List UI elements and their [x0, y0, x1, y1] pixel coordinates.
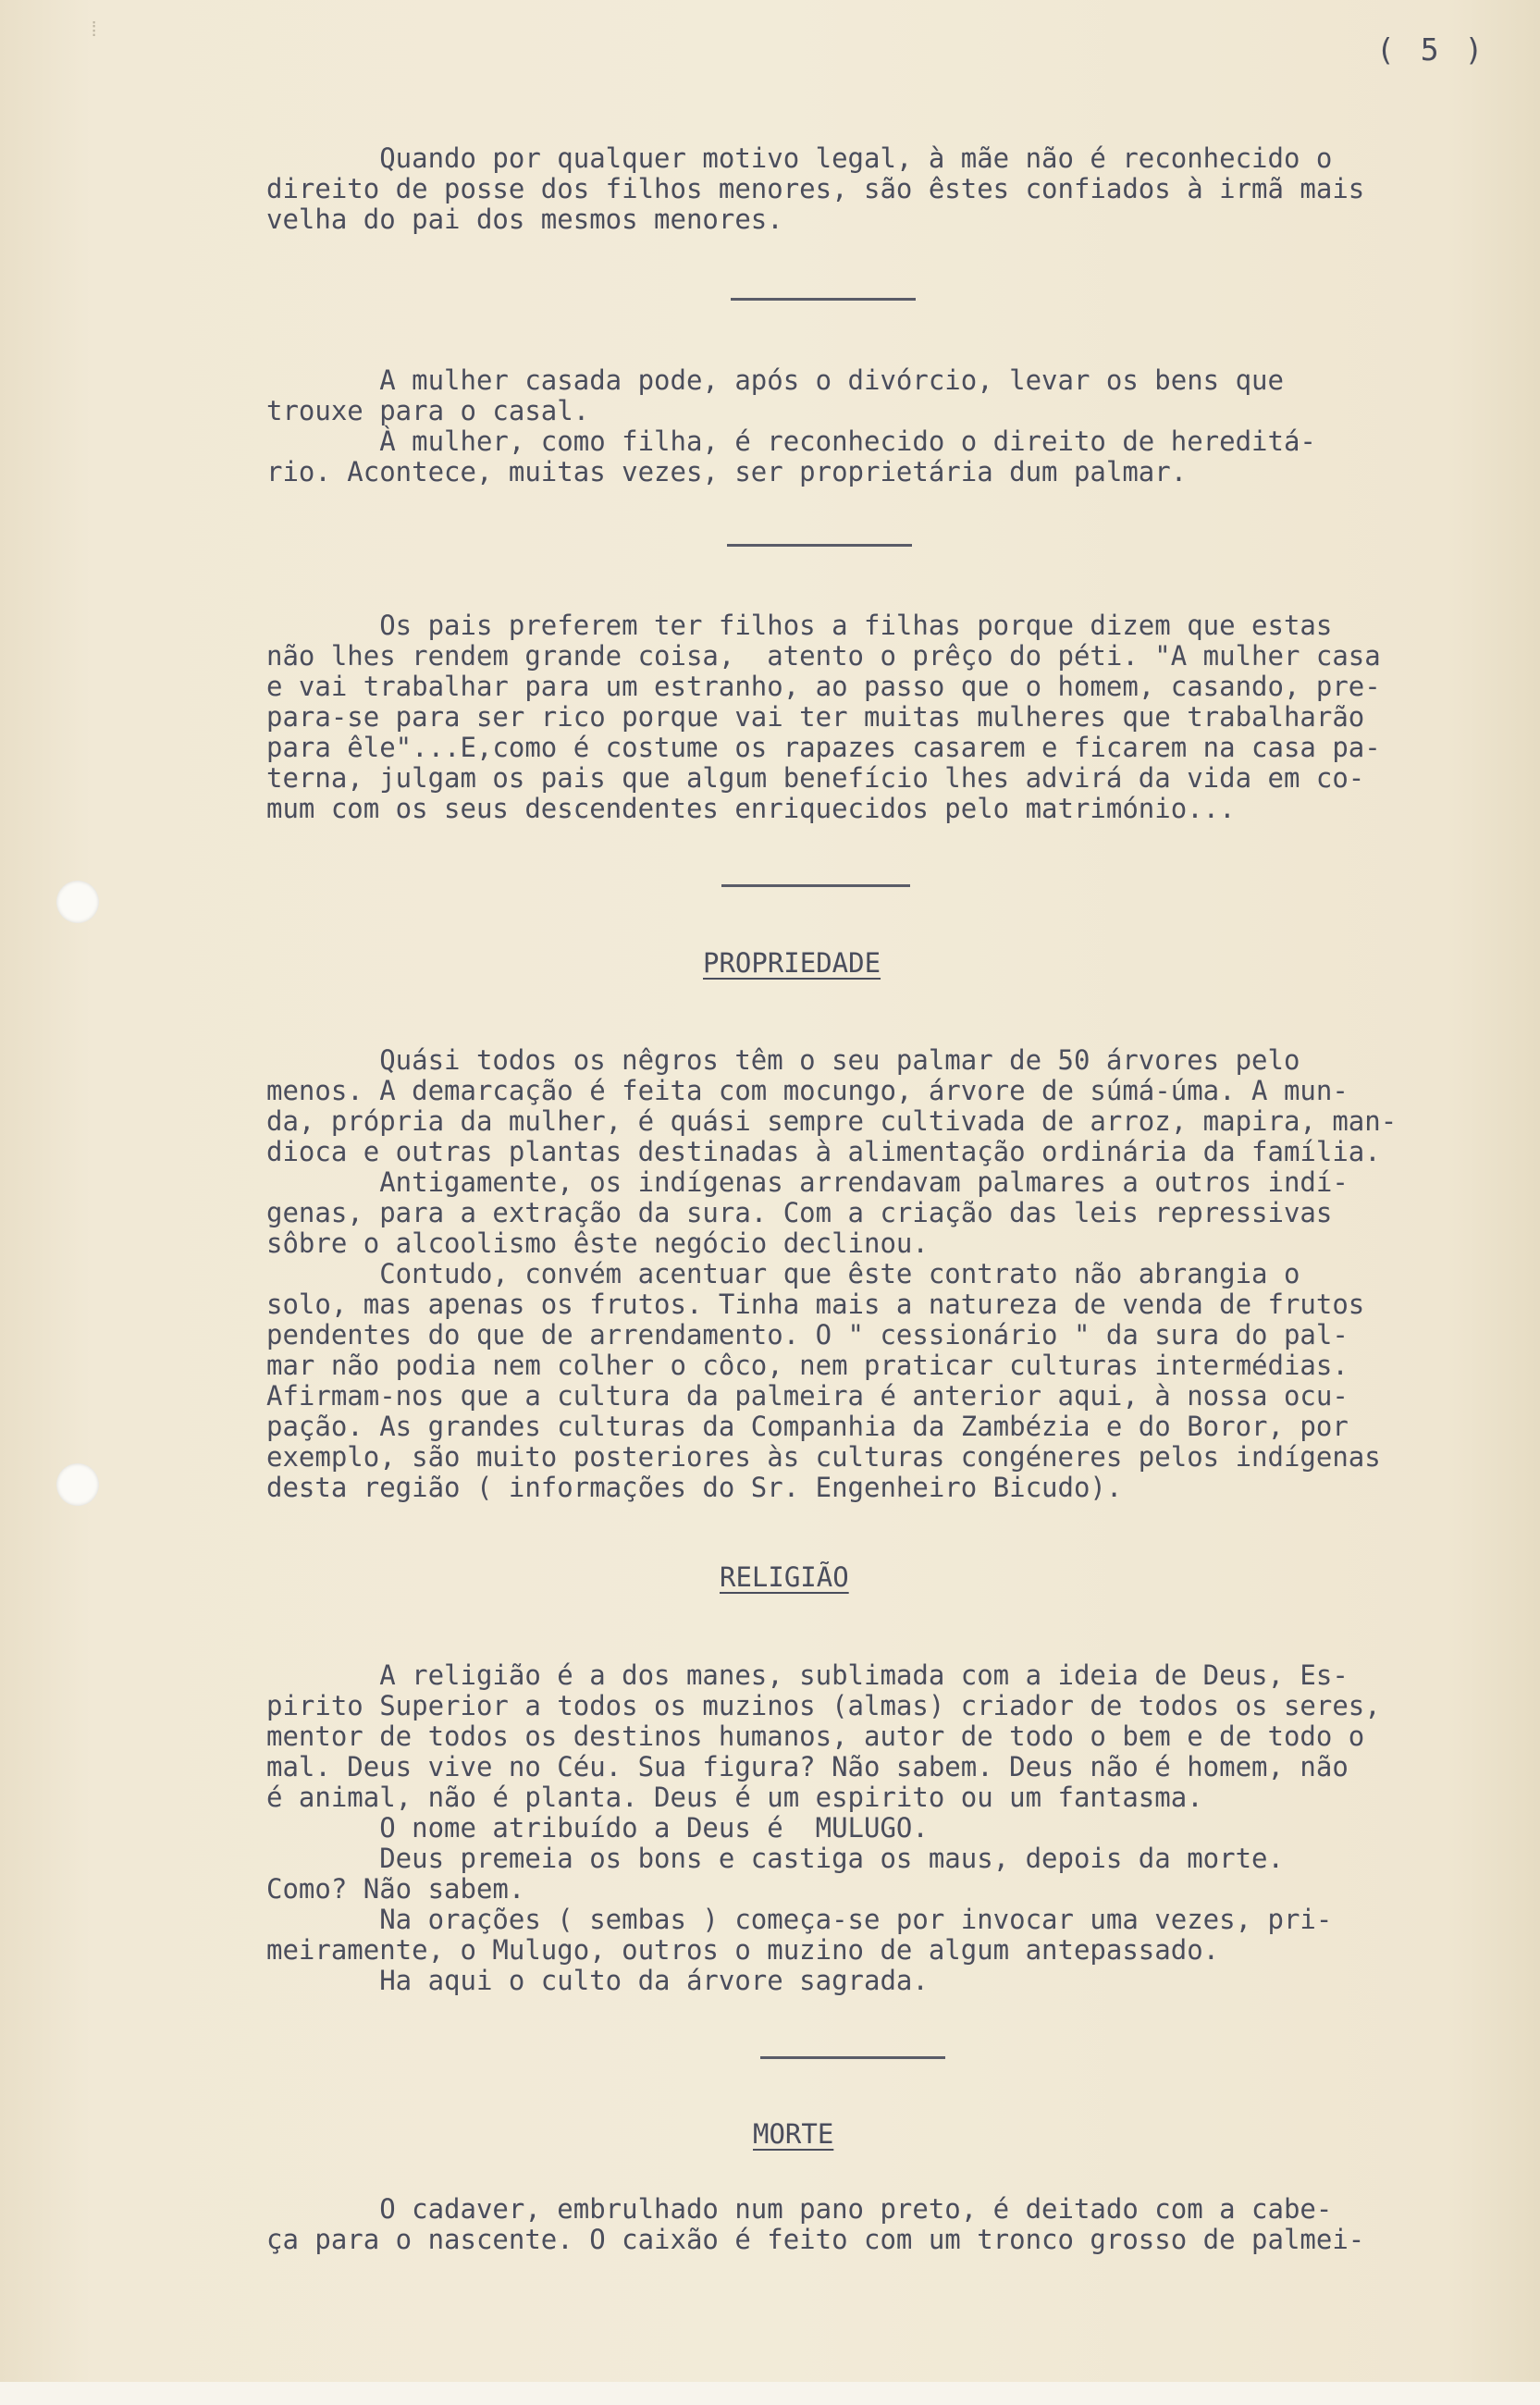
text-line: A mulher casada pode, após o divórcio, levar os bens que: [266, 364, 1284, 396]
text-line: sôbre o alcoolismo êste negócio declinou.: [266, 1227, 929, 1259]
text-line: meiramente, o Mulugo, outros o muzino de algum antepassado.: [266, 1934, 1220, 1966]
text-line: Na orações ( sembas ) começa-se por invocar uma vezes, pri-: [266, 1904, 1333, 1935]
text-line: mar não podia nem colher o côco, nem praticar culturas intermédias.: [266, 1350, 1349, 1381]
text-line: não lhes rendem grande coisa, atento o prêço do péti. "A mulher casa: [266, 640, 1381, 672]
text-line: Ha aqui o culto da árvore sagrada.: [266, 1965, 929, 1996]
heading-propriedade: PROPRIEDADE: [703, 947, 881, 979]
text-line: Quando por qualquer motivo legal, à mãe não é reconhecido o: [266, 142, 1333, 174]
text-line: mum com os seus descendentes enriquecidos pelo matrimónio...: [266, 793, 1236, 824]
text-line: ça para o nascente. O caixão é feito com um tronco grosso de palmei-: [266, 2224, 1365, 2255]
heading-morte: MORTE: [753, 2118, 834, 2150]
page-number: ( 5 ): [1376, 31, 1487, 68]
section-divider: [721, 884, 910, 887]
section-divider: [731, 298, 916, 301]
text-line: O nome atribuído a Deus é MULUGO.: [266, 1812, 929, 1844]
section-propriedade-body: [266, 1045, 1524, 1503]
text-line: solo, mas apenas os frutos. Tinha mais a natureza de venda de frutos: [266, 1289, 1365, 1320]
text-line: direito de posse dos filhos menores, são êstes confiados à irmã mais: [266, 173, 1365, 204]
text-line: rio. Acontece, muitas vezes, ser proprietária dum palmar.: [266, 456, 1188, 487]
text-line: mentor de todos os destinos humanos, autor de todo o bem e de todo o: [266, 1720, 1365, 1752]
text-line: dioca e outras plantas destinadas à alimentação ordinária da família.: [266, 1136, 1381, 1167]
text-line: pirito Superior a todos os muzinos (almas) criador de todos os seres,: [266, 1690, 1381, 1721]
text-line: menos. A demarcação é feita com mocungo, árvore de súmá-úma. A mun-: [266, 1075, 1349, 1106]
text-line: pendentes do que de arrendamento. O " cessionário " da sura do pal-: [266, 1319, 1349, 1350]
section-divider: [760, 2056, 945, 2059]
text-line: Os pais preferem ter filhos a filhas porque dizem que estas: [266, 610, 1333, 641]
paragraph-divorce: [266, 365, 1524, 487]
text-line: exemplo, são muito posteriores às culturas congéneres pelos indígenas: [266, 1441, 1381, 1473]
section-divider: [727, 544, 912, 547]
text-line: desta região ( informações do Sr. Engenheiro Bicudo).: [266, 1472, 1123, 1503]
heading-religiao: RELIGIÃO: [720, 1561, 849, 1593]
paragraph-children: [266, 610, 1524, 824]
text-line: Afirmam-nos que a cultura da palmeira é anterior aqui, à nossa ocu-: [266, 1380, 1349, 1412]
paragraph-intro: [266, 143, 1524, 235]
text-line: para êle"...E,como é costume os rapazes casarem e ficarem na casa pa-: [266, 732, 1381, 763]
section-religiao-body: [266, 1660, 1524, 1996]
text-line: Quási todos os nêgros têm o seu palmar de 50 árvores pelo: [266, 1044, 1300, 1076]
text-line: Deus premeia os bons e castiga os maus, depois da morte.: [266, 1843, 1284, 1874]
text-line: Contudo, convém acentuar que êste contrato não abrangia o: [266, 1258, 1300, 1289]
text-line: À mulher, como filha, é reconhecido o direito de hereditá-: [266, 426, 1316, 457]
text-line: Como? Não sabem.: [266, 1873, 525, 1905]
text-line: O cadaver, embrulhado num pano preto, é deitado com a cabe-: [266, 2193, 1333, 2225]
punch-hole-top: [56, 881, 99, 923]
text-line: e vai trabalhar para um estranho, ao passo que o homem, casando, pre-: [266, 671, 1381, 702]
text-line: Antigamente, os indígenas arrendavam palmares a outros indí-: [266, 1166, 1349, 1198]
text-line: velha do pai dos mesmos menores.: [266, 204, 783, 235]
punch-hole-bottom: [56, 1463, 99, 1506]
scan-edge: [0, 2382, 1540, 2405]
text-line: pação. As grandes culturas da Companhia da Zambézia e do Boror, por: [266, 1411, 1349, 1442]
text-line: é animal, não é planta. Deus é um espirito ou um fantasma.: [266, 1782, 1203, 1813]
text-line: A religião é a dos manes, sublimada com a ideia de Deus, Es-: [266, 1659, 1349, 1691]
text-line: da, própria da mulher, é quási sempre cultivada de arroz, mapira, man-: [266, 1105, 1398, 1137]
section-morte-body: [266, 2194, 1524, 2255]
margin-ink-mark: ⁞: [88, 18, 101, 42]
text-line: genas, para a extração da sura. Com a criação das leis repressivas: [266, 1197, 1333, 1228]
text-line: trouxe para o casal.: [266, 395, 590, 426]
text-line: mal. Deus vive no Céu. Sua figura? Não sabem. Deus não é homem, não: [266, 1751, 1349, 1782]
text-line: terna, julgam os pais que algum benefício lhes advirá da vida em co-: [266, 762, 1365, 794]
text-line: para-se para ser rico porque vai ter muitas mulheres que trabalharão: [266, 701, 1365, 733]
